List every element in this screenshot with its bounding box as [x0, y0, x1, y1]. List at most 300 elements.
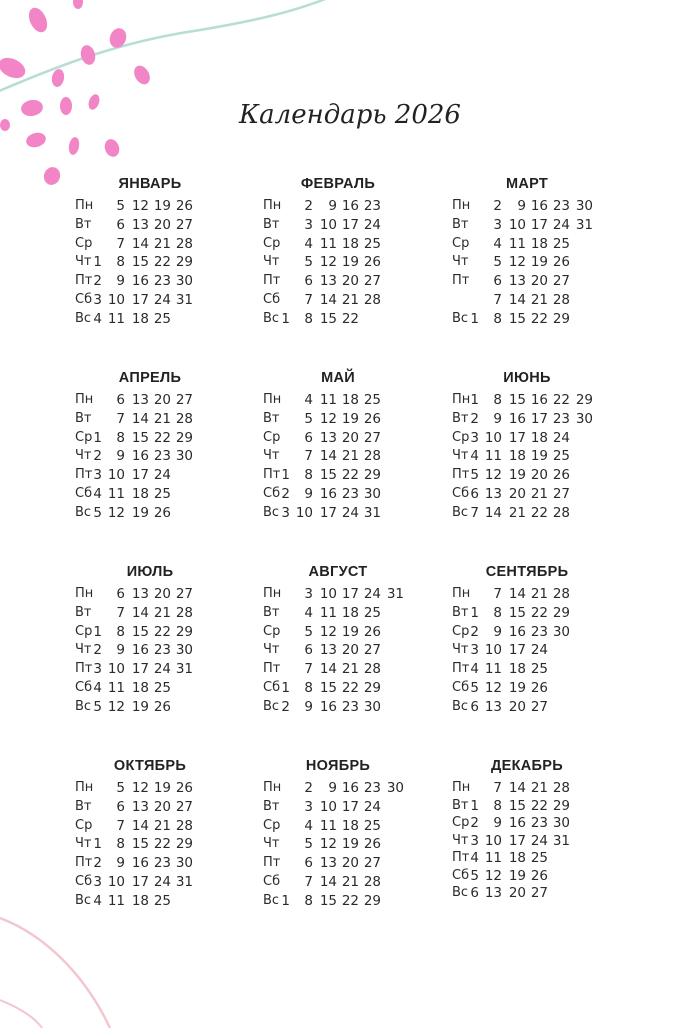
date-cell: 10	[319, 586, 337, 602]
date-cell: 21	[153, 817, 171, 834]
teal-swirl-top	[0, 0, 335, 95]
date-cell: 19	[131, 504, 149, 521]
date-cell: 8	[304, 680, 313, 696]
date-cell: 19	[508, 680, 526, 696]
date-cell: 5	[116, 780, 125, 796]
weekday-label: Чт	[75, 642, 92, 658]
date-cell: 6	[304, 273, 313, 290]
date-cell: 3	[304, 216, 313, 233]
date-cell: 20	[341, 855, 359, 872]
date-cell: 28	[363, 292, 381, 308]
date-cell: 18	[341, 604, 359, 621]
date-cell: 21	[530, 586, 548, 602]
date-cell: 16	[508, 623, 526, 640]
weekday-label: Пн	[75, 392, 94, 407]
date-cell: 9	[328, 780, 337, 796]
date-cell: 1	[93, 254, 102, 271]
date-cell: 18	[131, 680, 149, 696]
date-cell: 17	[341, 216, 359, 233]
weekday-label: Сб	[263, 680, 281, 695]
date-cell: 5	[93, 698, 102, 715]
date-cell: 23	[363, 198, 381, 214]
date-cell: 15	[131, 623, 149, 640]
date-cell: 23	[530, 815, 548, 831]
date-cell: 1	[281, 892, 290, 909]
date-cell: 21	[153, 410, 171, 427]
date-cell: 14	[319, 874, 337, 890]
date-cell: 2	[470, 410, 479, 427]
date-cell: 15	[508, 392, 526, 408]
date-cell: 12	[508, 254, 526, 271]
weekday-label: Вс	[452, 310, 469, 326]
date-cell: 13	[131, 392, 149, 408]
date-cell: 26	[363, 836, 381, 853]
date-cell: 18	[508, 661, 526, 678]
date-cell: 28	[552, 586, 570, 602]
weekday-label: Чт	[452, 448, 469, 464]
date-cell: 13	[131, 216, 149, 233]
date-cell: 22	[341, 310, 359, 327]
weekday-label: Сб	[75, 874, 93, 889]
date-cell: 23	[552, 410, 570, 427]
date-cell: 19	[341, 410, 359, 427]
date-cell: 3	[93, 874, 102, 890]
date-cell: 10	[107, 292, 125, 308]
date-cell: 28	[363, 874, 381, 890]
date-cell: 8	[493, 392, 502, 408]
date-cell: 17	[508, 832, 526, 849]
date-cell: 15	[319, 467, 337, 484]
date-cell: 17	[530, 410, 548, 427]
date-cell: 9	[304, 698, 313, 715]
month-name: НОЯБРЬ	[305, 758, 371, 774]
date-cell: 14	[131, 410, 149, 427]
date-cell: 30	[175, 273, 193, 290]
date-cell: 9	[328, 198, 337, 214]
date-cell: 28	[175, 410, 193, 427]
date-cell: 26	[363, 623, 381, 640]
date-cell: 5	[93, 504, 102, 521]
date-cell: 2	[281, 486, 290, 502]
weekday-label: Пт	[452, 273, 470, 289]
date-cell: 15	[131, 429, 149, 446]
date-cell: 5	[304, 836, 313, 853]
weekday-label: Ср	[263, 429, 281, 445]
date-cell: 2	[93, 448, 102, 465]
date-cell: 14	[319, 292, 337, 308]
date-cell: 1	[93, 429, 102, 446]
date-cell: 9	[116, 273, 125, 290]
date-cell: 20	[153, 216, 171, 233]
date-cell: 6	[470, 885, 479, 901]
date-cell: 15	[508, 310, 526, 327]
date-cell: 6	[116, 216, 125, 233]
date-cell: 18	[131, 892, 149, 909]
date-cell: 30	[386, 780, 404, 796]
date-cell: 6	[116, 586, 125, 602]
date-cell: 20	[341, 642, 359, 659]
date-cell: 16	[131, 855, 149, 872]
date-cell: 22	[153, 429, 171, 446]
date-cell: 19	[530, 448, 548, 465]
date-cell: 4	[304, 817, 313, 834]
date-cell: 13	[131, 798, 149, 815]
date-cell: 8	[116, 254, 125, 271]
date-cell: 17	[341, 798, 359, 815]
date-cell: 10	[484, 642, 502, 659]
weekday-label: Ср	[263, 623, 281, 639]
weekday-label: Вс	[263, 310, 280, 326]
date-cell: 30	[575, 410, 593, 427]
date-cell: 8	[493, 797, 502, 814]
date-cell: 16	[319, 486, 337, 502]
date-cell: 14	[131, 817, 149, 834]
weekday-label: Пт	[263, 661, 281, 677]
date-cell: 25	[530, 850, 548, 866]
weekday-label: Пт	[452, 467, 470, 483]
date-cell: 10	[319, 798, 337, 815]
date-cell: 7	[470, 504, 479, 521]
date-cell: 12	[319, 836, 337, 853]
date-cell: 18	[530, 429, 548, 446]
date-cell: 22	[341, 680, 359, 696]
date-cell: 31	[575, 216, 593, 233]
date-cell: 11	[484, 661, 502, 678]
date-cell: 17	[131, 292, 149, 308]
date-cell: 1	[470, 310, 479, 327]
date-cell: 23	[341, 486, 359, 502]
date-cell: 27	[530, 885, 548, 901]
weekday-label: Ср	[75, 235, 93, 251]
weekday-label: Пн	[452, 586, 471, 601]
weekday-label: Вт	[452, 604, 469, 620]
month-name: АПРЕЛЬ	[118, 370, 182, 386]
date-cell: 8	[304, 892, 313, 909]
date-cell: 14	[508, 292, 526, 308]
weekday-label: Ср	[263, 235, 281, 251]
date-cell: 1	[470, 392, 479, 408]
date-cell: 18	[341, 817, 359, 834]
pink-swirl-bottom	[0, 918, 110, 1028]
date-cell: 11	[319, 235, 337, 252]
date-cell: 24	[153, 874, 171, 890]
date-cell: 27	[363, 429, 381, 446]
weekday-label: Пт	[452, 850, 470, 865]
date-cell: 14	[131, 235, 149, 252]
date-cell: 24	[552, 429, 570, 446]
weekday-label: Сб	[75, 680, 93, 695]
weekday-label: Пн	[263, 586, 282, 601]
date-cell: 7	[304, 874, 313, 890]
date-cell: 13	[319, 642, 337, 659]
weekday-label: Чт	[452, 832, 469, 848]
date-cell: 23	[153, 642, 171, 659]
weekday-label: Чт	[75, 448, 92, 464]
date-cell: 4	[493, 235, 502, 252]
date-cell: 11	[319, 604, 337, 621]
date-cell: 22	[530, 504, 548, 521]
weekday-label: Вт	[263, 410, 280, 426]
date-cell: 25	[153, 892, 171, 909]
date-cell: 12	[484, 467, 502, 484]
weekday-label: Чт	[452, 642, 469, 658]
date-cell: 26	[175, 780, 193, 796]
date-cell: 29	[175, 429, 193, 446]
date-cell: 24	[363, 216, 381, 233]
date-cell: 29	[175, 254, 193, 271]
weekday-label: Ср	[452, 429, 470, 445]
date-cell: 2	[470, 623, 479, 640]
weekday-label: Пн	[263, 198, 282, 213]
date-cell: 22	[153, 623, 171, 640]
date-cell: 29	[175, 623, 193, 640]
date-cell: 18	[530, 235, 548, 252]
date-cell: 17	[508, 642, 526, 659]
date-cell: 8	[116, 429, 125, 446]
date-cell: 25	[153, 486, 171, 502]
weekday-label: Пн	[75, 780, 94, 795]
weekday-label: Сб	[452, 867, 470, 883]
month-name: ИЮНЬ	[503, 370, 551, 386]
date-cell: 7	[304, 448, 313, 465]
month-name: ЯНВАРЬ	[118, 176, 182, 192]
date-cell: 7	[493, 292, 502, 308]
date-cell: 28	[552, 292, 570, 308]
date-cell: 13	[319, 855, 337, 872]
date-cell: 21	[530, 486, 548, 502]
date-cell: 23	[153, 448, 171, 465]
date-cell: 16	[341, 198, 359, 214]
weekday-label: Пн	[452, 780, 471, 795]
date-cell: 10	[508, 216, 526, 233]
weekday-label: Вт	[75, 798, 92, 814]
date-cell: 6	[304, 429, 313, 446]
date-cell: 9	[493, 623, 502, 640]
date-cell: 10	[107, 874, 125, 890]
month-name: ФЕВРАЛЬ	[300, 176, 376, 192]
pink-swirl-bottom-2	[0, 1000, 42, 1028]
date-cell: 9	[116, 448, 125, 465]
date-cell: 4	[304, 604, 313, 621]
date-cell: 4	[93, 680, 102, 696]
date-cell: 11	[508, 235, 526, 252]
date-cell: 28	[363, 448, 381, 465]
weekday-label: Сб	[263, 874, 281, 889]
date-cell: 9	[493, 410, 502, 427]
date-cell: 29	[363, 680, 381, 696]
date-cell: 5	[304, 623, 313, 640]
date-cell: 8	[116, 836, 125, 853]
date-cell: 6	[304, 855, 313, 872]
date-cell: 22	[341, 892, 359, 909]
date-cell: 29	[175, 836, 193, 853]
weekday-label: Ср	[452, 623, 470, 639]
month-name: МАРТ	[505, 176, 549, 192]
date-cell: 22	[341, 467, 359, 484]
date-cell: 13	[484, 698, 502, 715]
date-cell: 2	[93, 855, 102, 872]
weekday-label: Чт	[75, 254, 92, 270]
date-cell: 13	[131, 586, 149, 602]
date-cell: 4	[470, 448, 479, 465]
date-cell: 14	[508, 780, 526, 796]
weekday-label: Вс	[75, 698, 92, 714]
date-cell: 23	[341, 698, 359, 715]
date-cell: 22	[530, 604, 548, 621]
date-cell: 29	[552, 310, 570, 327]
date-cell: 22	[153, 254, 171, 271]
date-cell: 30	[363, 486, 381, 502]
date-cell: 1	[93, 836, 102, 853]
date-cell: 28	[552, 780, 570, 796]
weekday-label: Вт	[452, 797, 469, 813]
date-cell: 15	[319, 310, 337, 327]
date-cell: 28	[175, 604, 193, 621]
weekday-label: Пт	[452, 661, 470, 677]
date-cell: 25	[552, 448, 570, 465]
date-cell: 7	[116, 604, 125, 621]
weekday-label: Ср	[263, 817, 281, 833]
date-cell: 31	[175, 292, 193, 308]
date-cell: 18	[508, 448, 526, 465]
month-name: МАЙ	[321, 370, 355, 386]
date-cell: 30	[552, 815, 570, 831]
date-cell: 27	[363, 642, 381, 659]
date-cell: 24	[153, 661, 171, 678]
date-cell: 13	[484, 486, 502, 502]
weekday-label: Сб	[452, 680, 470, 695]
date-cell: 29	[363, 467, 381, 484]
weekday-label: Ср	[452, 235, 470, 251]
date-cell: 3	[304, 586, 313, 602]
weekday-label: Чт	[75, 836, 92, 852]
date-cell: 11	[319, 817, 337, 834]
weekday-label: Чт	[263, 836, 280, 852]
date-cell: 10	[107, 661, 125, 678]
date-cell: 21	[153, 604, 171, 621]
weekday-label: Ср	[75, 623, 93, 639]
date-cell: 1	[93, 623, 102, 640]
weekday-label: Пт	[75, 467, 93, 483]
weekday-label: Пн	[452, 198, 471, 213]
month-name: ДЕКАБРЬ	[491, 758, 563, 774]
date-cell: 21	[508, 504, 526, 521]
date-cell: 26	[153, 504, 171, 521]
date-cell: 1	[470, 797, 479, 814]
date-cell: 15	[508, 797, 526, 814]
date-cell: 3	[93, 292, 102, 308]
date-cell: 3	[304, 798, 313, 815]
date-cell: 18	[508, 850, 526, 866]
date-cell: 15	[131, 836, 149, 853]
date-cell: 16	[131, 448, 149, 465]
weekday-label: Чт	[263, 448, 280, 464]
date-cell: 3	[93, 467, 102, 484]
weekday-label: Вт	[452, 410, 469, 426]
date-cell: 6	[304, 642, 313, 659]
weekday-label: Вт	[263, 604, 280, 620]
date-cell: 16	[131, 273, 149, 290]
date-cell: 15	[319, 892, 337, 909]
date-cell: 20	[508, 885, 526, 901]
date-cell: 11	[107, 486, 125, 502]
date-cell: 9	[517, 198, 526, 214]
date-cell: 3	[493, 216, 502, 233]
date-cell: 21	[153, 235, 171, 252]
date-cell: 5	[493, 254, 502, 271]
date-cell: 27	[175, 392, 193, 408]
date-cell: 9	[304, 486, 313, 502]
date-cell: 24	[530, 832, 548, 849]
weekday-label: Ср	[75, 429, 93, 445]
date-cell: 22	[530, 310, 548, 327]
weekday-label: Пт	[263, 855, 281, 871]
date-cell: 5	[470, 680, 479, 696]
date-cell: 27	[175, 586, 193, 602]
date-cell: 12	[107, 504, 125, 521]
weekday-label: Вт	[75, 410, 92, 426]
date-cell: 3	[281, 504, 290, 521]
date-cell: 3	[470, 642, 479, 659]
date-cell: 25	[363, 604, 381, 621]
weekday-label: Вс	[452, 698, 469, 714]
date-cell: 19	[341, 254, 359, 271]
date-cell: 4	[93, 892, 102, 909]
date-cell: 5	[470, 467, 479, 484]
date-cell: 24	[530, 642, 548, 659]
weekday-label: Пт	[263, 273, 281, 289]
date-cell: 27	[175, 216, 193, 233]
weekday-label: Вс	[263, 698, 280, 714]
date-cell: 17	[319, 504, 337, 521]
date-cell: 18	[131, 310, 149, 327]
weekday-label: Вс	[75, 892, 92, 908]
weekday-label: Пт	[75, 273, 93, 289]
month-name: СЕНТЯБРЬ	[485, 564, 569, 580]
date-cell: 20	[508, 698, 526, 715]
date-cell: 16	[319, 698, 337, 715]
weekday-label: Чт	[452, 254, 469, 270]
date-cell: 19	[341, 836, 359, 853]
date-cell: 25	[363, 817, 381, 834]
date-cell: 3	[93, 661, 102, 678]
date-cell: 27	[552, 273, 570, 290]
date-cell: 12	[131, 198, 149, 214]
pink-petals	[0, 0, 153, 187]
date-cell: 18	[341, 392, 359, 408]
weekday-label: Пн	[75, 198, 94, 213]
date-cell: 29	[575, 392, 593, 408]
date-cell: 4	[93, 486, 102, 502]
date-cell: 5	[304, 254, 313, 271]
date-cell: 10	[295, 504, 313, 521]
date-cell: 5	[116, 198, 125, 214]
date-cell: 7	[116, 817, 125, 834]
date-cell: 8	[116, 623, 125, 640]
date-cell: 31	[175, 661, 193, 678]
date-cell: 28	[175, 817, 193, 834]
weekday-label: Сб	[75, 292, 93, 307]
date-cell: 10	[107, 467, 125, 484]
date-cell: 4	[470, 850, 479, 866]
date-cell: 26	[552, 254, 570, 271]
date-cell: 18	[131, 486, 149, 502]
date-cell: 26	[363, 410, 381, 427]
date-cell: 4	[304, 235, 313, 252]
date-cell: 1	[281, 467, 290, 484]
date-cell: 26	[530, 867, 548, 884]
weekday-label: Вс	[452, 885, 469, 900]
